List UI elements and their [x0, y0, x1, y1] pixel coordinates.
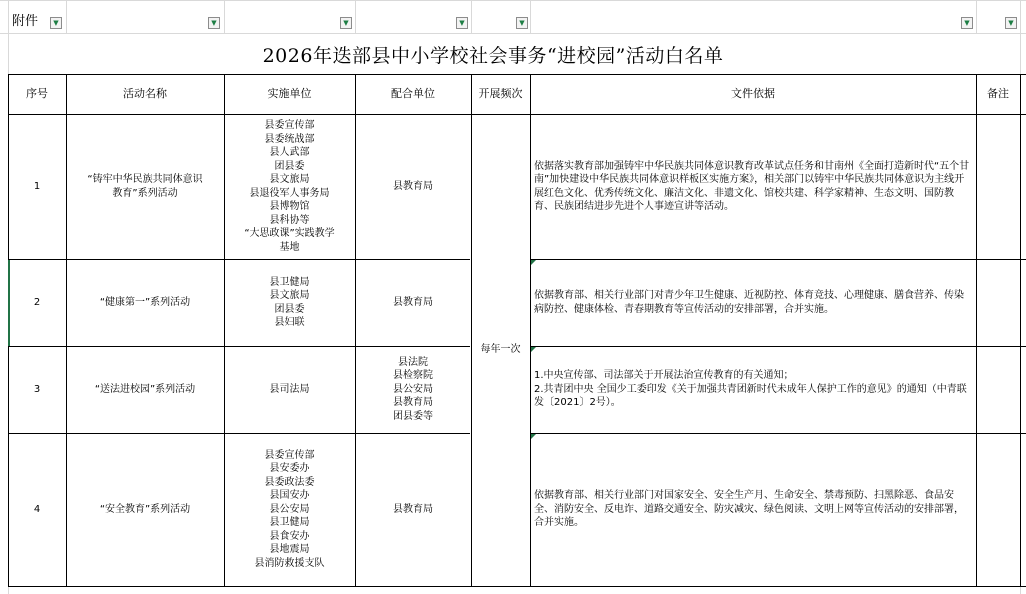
- header-activity[interactable]: 活动名称: [123, 87, 167, 101]
- frequency-merged-cell[interactable]: 每年一次: [480, 344, 521, 356]
- row1-cooperator[interactable]: 县教育局: [393, 180, 433, 192]
- row2-cooperator[interactable]: 县教育局: [393, 296, 433, 308]
- row2-remark[interactable]: [976, 259, 1020, 346]
- row2-basis[interactable]: 依据教育部、相关行业部门对青少年卫生健康、近视防控、体育竞技、心理健康、膳食营养、传染病防控、健康体检、青春期教育等宣传活动的安排部署，合并实施。: [534, 290, 964, 315]
- table-border: [1020, 74, 1021, 586]
- filter-dropdown-icon[interactable]: ▼: [456, 17, 468, 29]
- sheet-title[interactable]: 2026年迭部县中小学校社会事务“进校园”活动白名单: [262, 44, 724, 67]
- table-border: [8, 586, 1026, 587]
- gridline: [530, 0, 531, 33]
- gridline: [355, 0, 356, 33]
- row4-basis[interactable]: 依据教育部、相关行业部门对国家安全、安全生产月、生命安全、禁毒预防、扫黑除恶、食品安全、消防安全、反电诈、道路交通安全、防灾减灾、绿色阅读、文明上网等宣传活动的安排部署，合并实施。: [534, 490, 964, 529]
- row4-activity[interactable]: “安全教育”系列活动: [99, 503, 191, 515]
- row3-seq[interactable]: 3: [33, 383, 41, 395]
- row1-seq[interactable]: 1: [33, 180, 41, 192]
- gridline: [976, 0, 977, 33]
- row4-remark[interactable]: [976, 433, 1020, 586]
- header-cooperator[interactable]: 配合单位: [391, 87, 435, 101]
- row4-cooperator[interactable]: 县教育局: [393, 503, 433, 515]
- row3-remark[interactable]: [976, 346, 1020, 433]
- gridline: [0, 0, 1026, 1]
- row3-activity[interactable]: “送法进校园”系列活动: [94, 383, 196, 395]
- header-remark[interactable]: 备注: [987, 87, 1009, 101]
- row1-activity[interactable]: “铸牢中华民族共同体意识 教育”系列活动: [87, 174, 203, 199]
- header-basis[interactable]: 文件依据: [731, 87, 775, 101]
- header-implementer[interactable]: 实施单位: [267, 87, 312, 101]
- row1-remark[interactable]: [976, 114, 1020, 259]
- gridline: [224, 0, 225, 33]
- row2-seq[interactable]: 2: [33, 296, 41, 308]
- filter-dropdown-icon[interactable]: ▼: [961, 17, 973, 29]
- filter-dropdown-icon[interactable]: ▼: [50, 17, 62, 29]
- row1-implementer[interactable]: 县委宣传部 县委统战部 县人武部 团县委 县文旅局 县退役军人事务局 县博物馆 县科协等 “大思政课”实践教学 基地: [244, 120, 335, 253]
- header-seq[interactable]: 序号: [26, 87, 48, 101]
- row2-activity[interactable]: “健康第一”系列活动: [99, 296, 191, 308]
- gridline: [471, 0, 472, 33]
- row3-basis[interactable]: 1.中央宣传部、司法部关于开展法治宣传教育的有关通知； 2.共青团中央 全国少工委印发《关于加强共青团新时代未成年人保护工作的意见》的通知（中青联发〔2021〕2号）。: [534, 370, 967, 409]
- row1-basis[interactable]: 依据落实教育部加强铸牢中华民族共同体意识教育改革试点任务和甘南州《全面打造新时代“五个甘南”加快建设中华民族共同体意识样板区实施方案》，相关部门以铸牢中华民族共同体意识为主线开展红色文化、优秀传统文化、廉洁文化、非遗文化、馆校共建、科学家精神、生态文明、国防教育、民族团结进步先进个人事迹宣讲等活动。: [534, 160, 970, 212]
- filter-dropdown-icon[interactable]: ▼: [516, 17, 528, 29]
- filter-dropdown-icon[interactable]: ▼: [208, 17, 220, 29]
- attachment-label: 附件: [12, 14, 39, 29]
- row4-seq[interactable]: 4: [33, 503, 41, 515]
- row4-implementer[interactable]: 县委宣传部 县安委办 县委政法委 县国安办 县公安局 县卫健局 县食安办 县地震局 县消防救援支队: [254, 449, 325, 569]
- filter-dropdown-icon[interactable]: ▼: [340, 17, 352, 29]
- filter-dropdown-icon[interactable]: ▼: [1005, 17, 1017, 29]
- row3-cooperator[interactable]: 县法院 县检察院 县公安局 县教育局 团县委等: [393, 356, 433, 422]
- row2-implementer[interactable]: 县卫健局 县文旅局 团县委 县妇联: [269, 276, 310, 328]
- gridline: [66, 0, 67, 33]
- row3-implementer[interactable]: 县司法局: [269, 383, 310, 395]
- header-frequency[interactable]: 开展频次: [478, 87, 523, 101]
